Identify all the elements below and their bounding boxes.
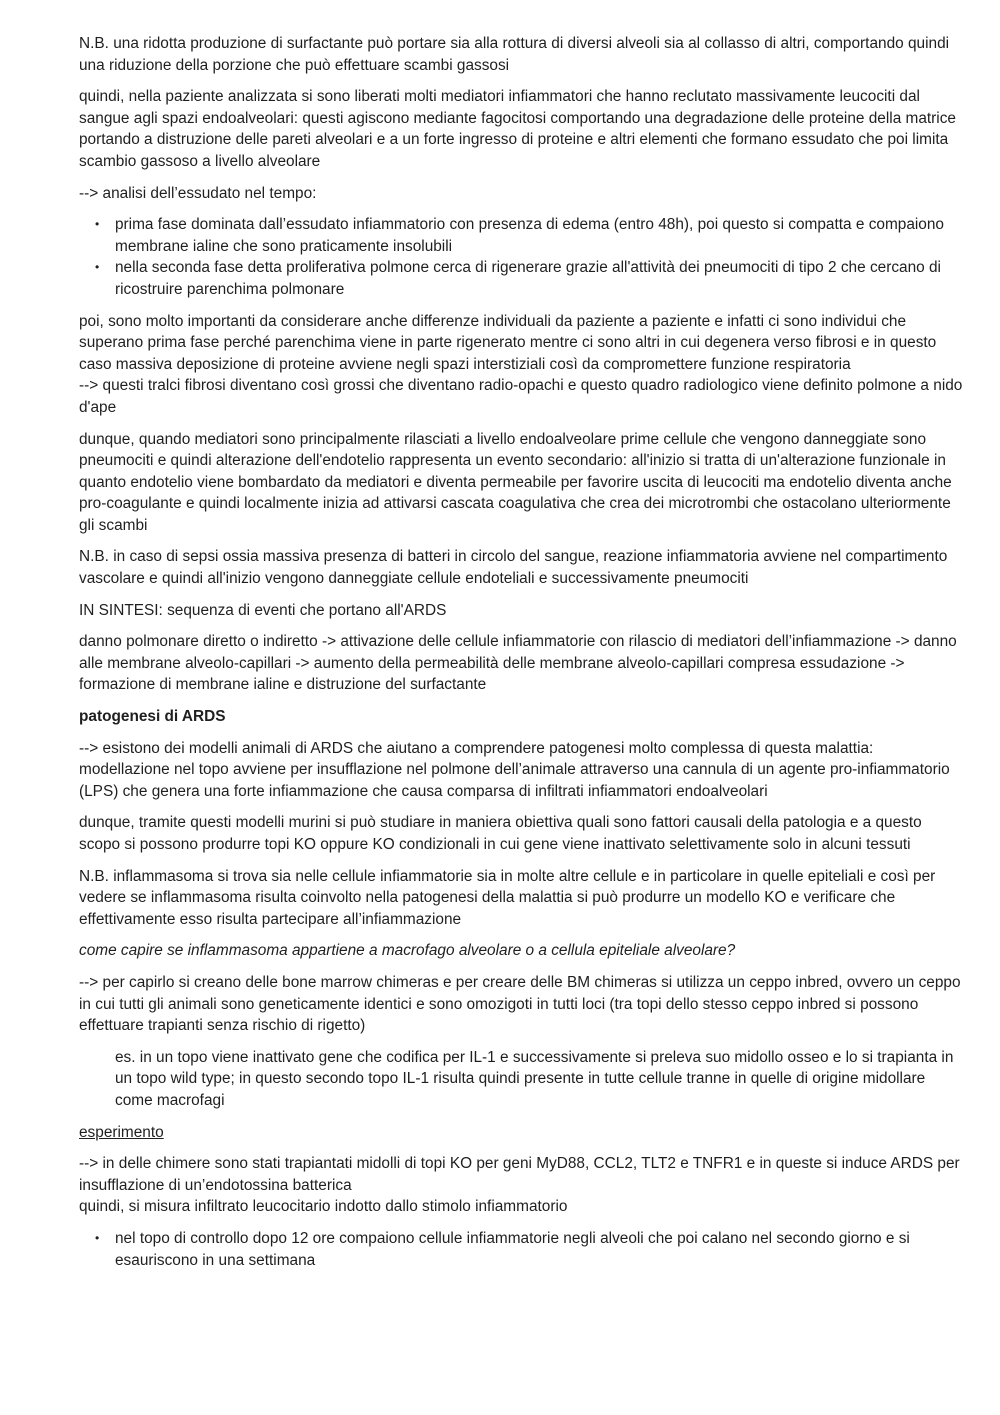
bullet-icon: • xyxy=(95,217,100,232)
list-item: • nella seconda fase detta proliferativa polmone cerca di rigenerare grazie all'attività dei pneumociti di tipo 2 che cercano di ricostruire parenchima polmonare xyxy=(95,259,941,298)
paragraph-murine-models: dunque, tramite questi modelli murini si può studiare in maniera obiettiva quali sono fattori causali della patologia e a questo scopo si possono produrre topi KO oppure KO condizionali in cui gene viene inattivato selettivamente solo in alcuni tessuti xyxy=(79,814,922,853)
paragraph-example: es. in un topo viene inattivato gene che codifica per IL-1 e successivamente si preleva suo midollo osseo e lo si trapianta in un topo wild type; in questo secondo topo IL-1 risulta quindi presente in tutte cellule tranne in quelle di origine midollare come macrofagi xyxy=(115,1048,954,1109)
exudate-phases-list xyxy=(79,214,967,300)
paragraph-infiltrate-measure: quindi, si misura infiltrato leucocitario indotto dallo stimolo infiammatorio xyxy=(79,1198,568,1216)
paragraph-inflammasome-note: N.B. inflammasoma si trova sia nelle cellule infiammatorie sia in molte altre cellule e in particolare in quelle epiteliali e così per vedere se inflammasoma risulta coinvolto nella patogenesi della malattia si può produrre un modello KO e verificare che effettivamente esso risulta partecipare all’infiammazione xyxy=(79,867,936,928)
document-page xyxy=(79,33,967,1281)
paragraph-chimeras-transplant: --> in delle chimere sono stati trapiantati midolli di topi KO per geni MyD88, CCL2, TLT2 e TNFR1 e in queste si induce ARDS per insufflazione di un’endotossina batterica xyxy=(79,1155,960,1194)
paragraph-mediators: quindi, nella paziente analizzata si sono liberati molti mediatori infiammatori che hanno reclutato massivamente leucociti dal sangue agli spazi endoalveolari: questi agiscono mediante fagocitosi comportando una degradazione delle proteine della matrice portando a distruzione delle pareti alveolari e a un forte ingresso di proteine e altri elementi che formano essudato che poi limita scambio gassoso a livello alveolare xyxy=(79,88,956,170)
control-mouse-list xyxy=(79,1228,967,1271)
paragraph-question: come capire se inflammasoma appartiene a macrofago alveolare o a cellula epiteliale alveolare? xyxy=(79,942,736,960)
section-heading-pathogenesis: patogenesi di ARDS xyxy=(79,708,226,726)
list-item: • prima fase dominata dall’essudato infiammatorio con presenza di edema (entro 48h), poi questo si compatta e compaiono membrane ialine che sono praticamente insolubili xyxy=(95,216,944,255)
list-item: • nel topo di controllo dopo 12 ore compaiono cellule infiammatorie negli alveoli che poi calano nel secondo giorno e si esauriscono in una settimana xyxy=(95,1229,910,1269)
paragraph-exudate-analysis: --> analisi dell’essudato nel tempo: xyxy=(79,184,317,202)
paragraph-experiment-label: esperimento xyxy=(79,1123,164,1141)
paragraph-sepsis-note: N.B. in caso di sepsi ossia massiva presenza di batteri in circolo del sangue, reazione infiammatoria avviene nel compartimento vascolare e quindi all'inizio vengono danneggiate cellule endoteliali e successivamente pneumociti xyxy=(79,548,948,588)
paragraph-honeycomb-lung: --> questi tralci fibrosi diventano così grossi che diventano radio-opachi e questo quadro radiologico viene definito polmone a nido d'ape xyxy=(79,377,963,416)
paragraph-individual-differences: poi, sono molto importanti da considerare anche differenze individuali da paziente a paziente e infatti ci sono individui che superano prima fase perché parenchima viene in parte rigenerato mentre ci sono altri in cui degenera verso fibrosi e in questo caso massiva deposizione di proteine avviene negli spazi interstiziali così da compromettere funzione respiratoria xyxy=(79,312,937,373)
paragraph-bm-chimeras: --> per capirlo si creano delle bone marrow chimeras e per creare delle BM chimeras si utilizza un ceppo inbred, ovvero un ceppo in cui tutti gli animali sono geneticamente identici e sono omozigoti in tutti loci (tra topi dello stesso ceppo inbred si possono effettuare trapianti senza rischio di rigetto) xyxy=(79,973,961,1035)
paragraph-animal-models: --> esistono dei modelli animali di ARDS che aiutano a comprendere patogenesi molto complessa di questa malattia: modellazione nel topo avviene per insufflazione nel polmone dell’animale attraverso una cannula di un agente pro-infiammatorio (LPS) che genera una forte infiammazione che causa comparsa di infiltrati infiammatori endoalveolari xyxy=(79,739,950,800)
paragraph-summary-title: IN SINTESI: sequenza di eventi che portano all'ARDS xyxy=(79,601,447,619)
paragraph-event-sequence: danno polmonare diretto o indiretto -> attivazione delle cellule infiammatorie con rilascio di mediatori dell’infiammazione -> danno alle membrane alveolo-capillari -> aumento della permeabilità delle membrane alveolo-capillari compresa essudazione -> formazione di membrane ialine e distruzione del surfactante xyxy=(79,633,957,694)
bullet-icon: • xyxy=(95,260,100,275)
paragraph-surfactant-note: N.B. una ridotta produzione di surfactante può portare sia alla rottura di diversi alveoli sia al collasso di altri, comportando quindi una riduzione della porzione che può effettuare scambi gassosi xyxy=(79,35,950,74)
paragraph-endothelium: dunque, quando mediatori sono principalmente rilasciati a livello endoalveolare prime cellule che vengono danneggiate sono pneumociti e quindi alterazione dell'endotelio rappresenta un evento secondario: all'inizio si tratta di un'alterazione funzionale in quanto endotelio viene bombardato da mediatori e diventa permeabile per favorire uscita di leucociti ma endotelio diventa anche pro-coagulante e quindi localmente inizia ad attivarsi cascata coagulativa che crea dei microtrombi che ostacolano ulteriormente gli scambi xyxy=(79,430,952,534)
bullet-icon: • xyxy=(95,1230,100,1245)
